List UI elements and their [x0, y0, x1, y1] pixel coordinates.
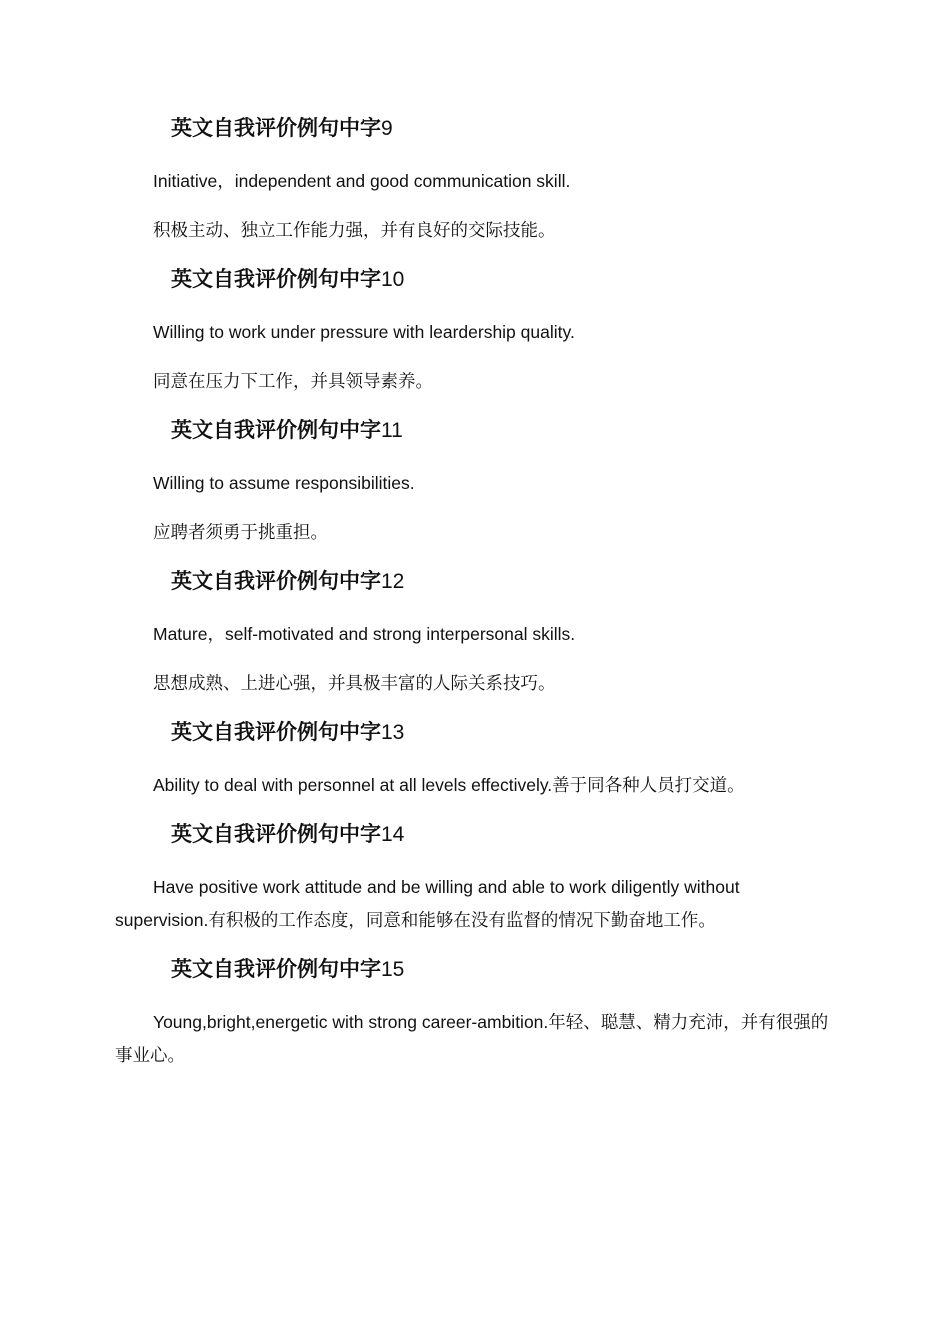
english-sentence: Mature，self-motivated and strong interpersonal skills. — [153, 624, 576, 644]
section-heading — [115, 414, 835, 448]
bilingual-paragraph: Young,bright,energetic with strong career-ambition.年轻、聪慧、精力充沛，并有很强的事业心。 — [115, 1012, 829, 1065]
bilingual-paragraph: Have positive work attitude and be willing and able to work diligently without supervision.有积极的工作态度，同意和能够在没有监督的情况下勤奋地工作。 — [115, 877, 740, 930]
heading-number: 12 — [381, 570, 405, 593]
section-heading — [115, 716, 835, 750]
bilingual-sentence: Ability to deal with personnel at all levels effectively.善于同各种人员打交道。 — [153, 775, 745, 795]
heading-text: 英文自我评价例句中字 — [171, 721, 381, 744]
heading-text: 英文自我评价例句中字 — [171, 268, 381, 291]
chinese-translation: 同意在压力下工作，并具领导素养。 — [153, 371, 433, 391]
chinese-translation: 应聘者须勇于挑重担。 — [153, 522, 328, 542]
section-heading — [115, 112, 835, 146]
section-14 — [115, 818, 835, 953]
heading-number: 10 — [381, 268, 405, 291]
heading-number: 9 — [381, 117, 393, 140]
english-sentence: Willing to work under pressure with leardership quality. — [153, 322, 575, 342]
heading-number: 13 — [381, 721, 405, 744]
section-10 — [115, 263, 835, 414]
section-heading — [115, 953, 835, 987]
heading-text: 英文自我评价例句中字 — [171, 570, 381, 593]
heading-text: 英文自我评价例句中字 — [171, 117, 381, 140]
section-11 — [115, 414, 835, 565]
heading-text: 英文自我评价例句中字 — [171, 419, 381, 442]
section-heading — [115, 565, 835, 599]
chinese-translation: 思想成熟、上进心强，并具极丰富的人际关系技巧。 — [153, 673, 556, 693]
section-15 — [115, 953, 835, 1072]
heading-number: 14 — [381, 823, 405, 846]
section-heading — [115, 818, 835, 852]
section-13 — [115, 716, 835, 818]
heading-text: 英文自我评价例句中字 — [171, 823, 381, 846]
english-sentence: Initiative，independent and good communication skill. — [153, 171, 571, 191]
section-heading — [115, 263, 835, 297]
section-12 — [115, 565, 835, 716]
chinese-translation: 积极主动、独立工作能力强，并有良好的交际技能。 — [153, 220, 556, 240]
heading-number: 11 — [381, 419, 403, 442]
section-9 — [115, 112, 835, 263]
heading-text: 英文自我评价例句中字 — [171, 958, 381, 981]
english-sentence: Willing to assume responsibilities. — [153, 473, 415, 493]
document-body — [115, 112, 835, 1072]
heading-number: 15 — [381, 958, 405, 981]
